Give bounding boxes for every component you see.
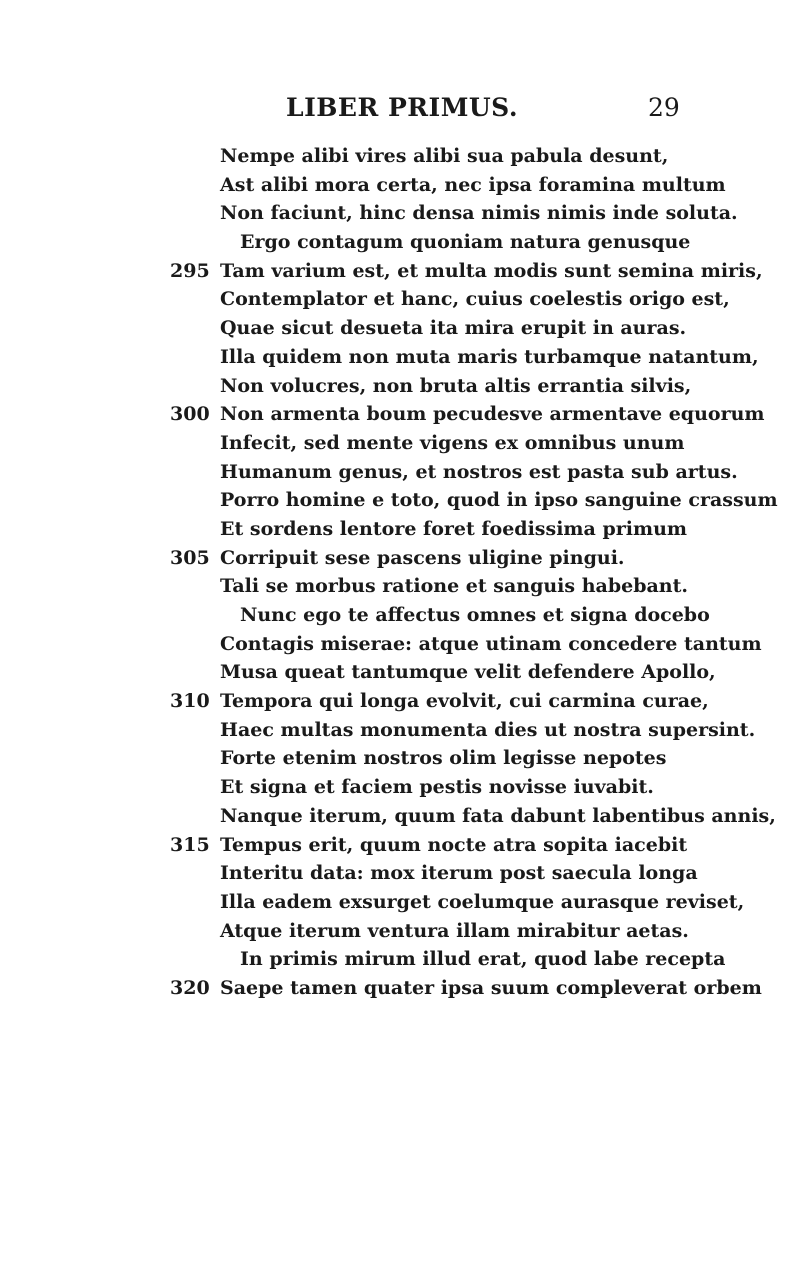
line-number: 305 [170, 546, 210, 569]
line-number: 320 [170, 976, 210, 999]
line-text: Haec multas monumenta dies ut nostra supersint. [220, 718, 756, 741]
verse-block [0, 142, 800, 1003]
line-text: Non volucres, non bruta altis errantia silvis, [220, 374, 692, 397]
running-head: LIBER PRIMUS. [286, 93, 519, 122]
line-number: 300 [170, 403, 210, 426]
verse-line [0, 917, 800, 946]
verse-line [0, 687, 800, 716]
line-number: 315 [170, 833, 210, 856]
line-text: Tempora qui longa evolvit, cui carmina curae, [220, 690, 709, 713]
verse-line [0, 429, 800, 458]
verse-line [0, 458, 800, 487]
line-text: Saepe tamen quater ipsa suum compleverat orbem [220, 976, 762, 999]
verse-line [0, 859, 800, 888]
verse-line [0, 171, 800, 200]
page-number: 29 [648, 93, 680, 122]
page-header [0, 88, 800, 128]
verse-line [0, 400, 800, 429]
verse-line [0, 601, 800, 630]
line-text: Tempus erit, quum nocte atra sopita iacebit [220, 833, 688, 856]
verse-line [0, 945, 800, 974]
line-text: Infecit, sed mente vigens ex omnibus unum [220, 431, 685, 454]
verse-line [0, 773, 800, 802]
verse-line [0, 199, 800, 228]
line-text: Porro homine e toto, quod in ipso sanguine crassum [220, 489, 778, 512]
line-text: Ergo contagum quoniam natura genusque [240, 231, 691, 254]
line-text: Et signa et faciem pestis novisse iuvabit. [220, 776, 654, 799]
line-text: Illa eadem exsurget coelumque aurasque reviset, [220, 890, 745, 913]
line-text: Illa quidem non muta maris turbamque natantum, [220, 345, 759, 368]
verse-line [0, 257, 800, 286]
line-text: Ast alibi mora certa, nec ipsa foramina multum [220, 173, 726, 196]
verse-line [0, 285, 800, 314]
verse-line [0, 228, 800, 257]
line-text: Interitu data: mox iterum post saecula longa [220, 862, 698, 885]
verse-line [0, 372, 800, 401]
verse-line [0, 544, 800, 573]
line-number: 295 [170, 259, 210, 282]
line-text: Atque iterum ventura illam mirabitur aetas. [220, 919, 689, 942]
line-number: 310 [170, 690, 210, 713]
line-text: In primis mirum illud erat, quod labe recepta [240, 948, 726, 971]
line-text: Nanque iterum, quum fata dabunt labentibus annis, [220, 804, 776, 827]
verse-line [0, 658, 800, 687]
verse-line [0, 486, 800, 515]
line-text: Contemplator et hanc, cuius coelestis origo est, [220, 288, 730, 311]
verse-line [0, 314, 800, 343]
line-text: Tali se morbus ratione et sanguis habebant. [220, 575, 689, 598]
line-text: Quae sicut desueta ita mira erupit in auras. [220, 317, 687, 340]
line-text: Non armenta boum pecudesve armentave equorum [220, 403, 765, 426]
verse-line [0, 142, 800, 171]
verse-line [0, 974, 800, 1003]
verse-line [0, 630, 800, 659]
line-text: Humanum genus, et nostros est pasta sub artus. [220, 460, 738, 483]
verse-line [0, 572, 800, 601]
line-text: Corripuit sese pascens uligine pingui. [220, 546, 625, 569]
line-text: Tam varium est, et multa modis sunt semina miris, [220, 259, 763, 282]
line-text: Forte etenim nostros olim legisse nepotes [220, 747, 667, 770]
line-text: Et sordens lentore foret foedissima primum [220, 517, 687, 540]
line-text: Nunc ego te affectus omnes et signa docebo [240, 604, 710, 626]
verse-line [0, 831, 800, 860]
verse-line [0, 744, 800, 773]
line-text: Musa queat tantumque velit defendere Apollo, [220, 661, 716, 684]
verse-line [0, 515, 800, 544]
line-text: Non faciunt, hinc densa nimis nimis inde soluta. [220, 202, 738, 225]
verse-line [0, 888, 800, 917]
verse-line [0, 802, 800, 831]
line-text: Contagis miserae: atque utinam concedere tantum [220, 632, 762, 655]
verse-line [0, 716, 800, 745]
verse-line [0, 343, 800, 372]
line-text: Nempe alibi vires alibi sua pabula desunt, [220, 145, 669, 167]
